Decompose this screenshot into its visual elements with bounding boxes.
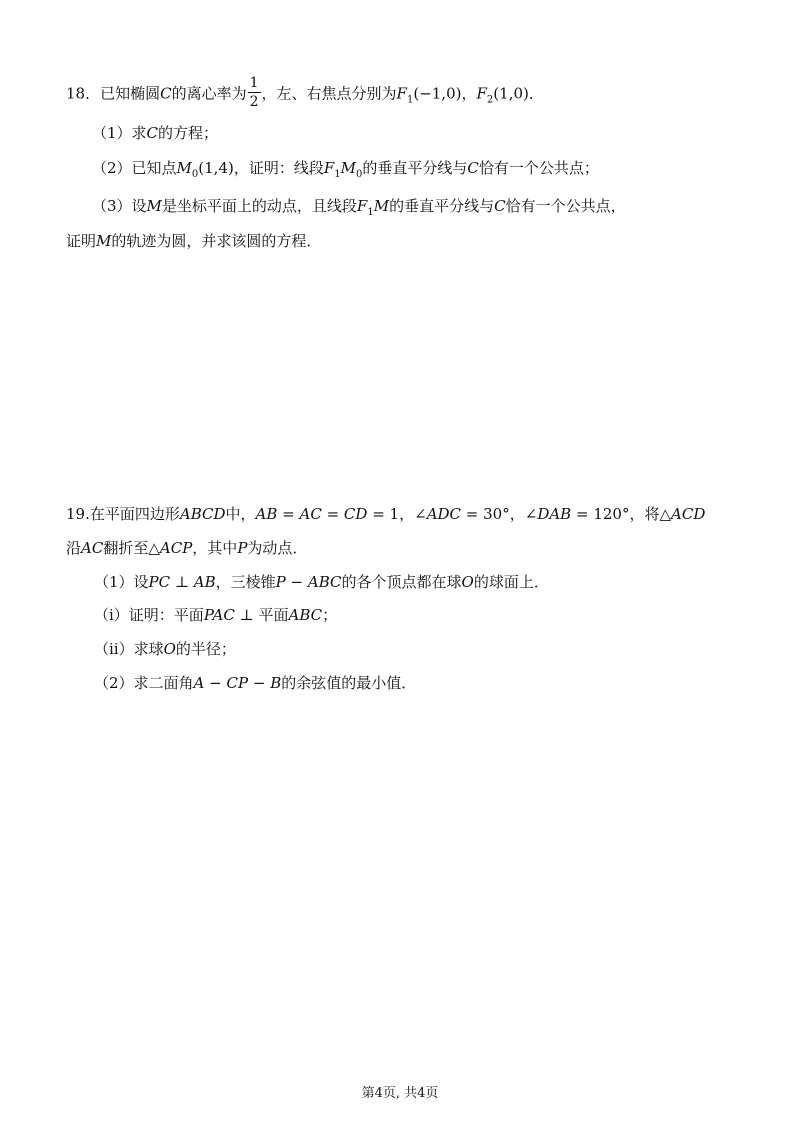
q18-part-3-cont: 证明M的轨迹为圆，并求该圆的方程． bbox=[66, 232, 322, 250]
q18-part-3: （3）设M是坐标平面上的动点，且线段$F_1M$的垂直平分线与C恰有一个公共点， bbox=[92, 197, 626, 218]
q19-line-2: 沿AC翻折至△ACP，其中P为动点． bbox=[66, 539, 308, 557]
eccentricity-fraction: $\frac{1}{2}$ bbox=[249, 75, 259, 110]
q19-part-1-i: （ⅰ）证明：平面PAC ⊥ 平面ABC； bbox=[94, 606, 338, 624]
q18-line-1: 18．已知椭圆C的离心率为 $\frac{1}{2}$ ，左、右焦点分别为$F_1(-1,0)$，$F_2(1,0)$． bbox=[66, 75, 544, 110]
q19-part-1: （1）设PC ⊥ AB，三棱锥P − ABC的各个顶点都在球O的球面上． bbox=[94, 573, 549, 591]
q18-part-1: （1）求C的方程； bbox=[92, 124, 219, 142]
q18-number: 18． bbox=[66, 84, 101, 103]
q18-part-2: （2）已知点$M_0(1,4)$，证明：线段$F_1M_0$的垂直平分线与C恰有一个公共点； bbox=[92, 159, 599, 180]
page-footer: 第4页, 共4页 bbox=[361, 1086, 439, 1101]
q19-line-1: 19.在平面四边形ABCD中，AB = AC = CD = 1，∠ADC = 30°，∠DAB = 120°，将△ACD bbox=[66, 505, 706, 523]
q19-part-2: （2）求二面角A − CP − B的余弦值的最小值． bbox=[94, 674, 417, 692]
q19-part-1-ii: （ⅱ）求球O的半径； bbox=[94, 640, 236, 658]
q19-number: 19. bbox=[66, 505, 90, 523]
